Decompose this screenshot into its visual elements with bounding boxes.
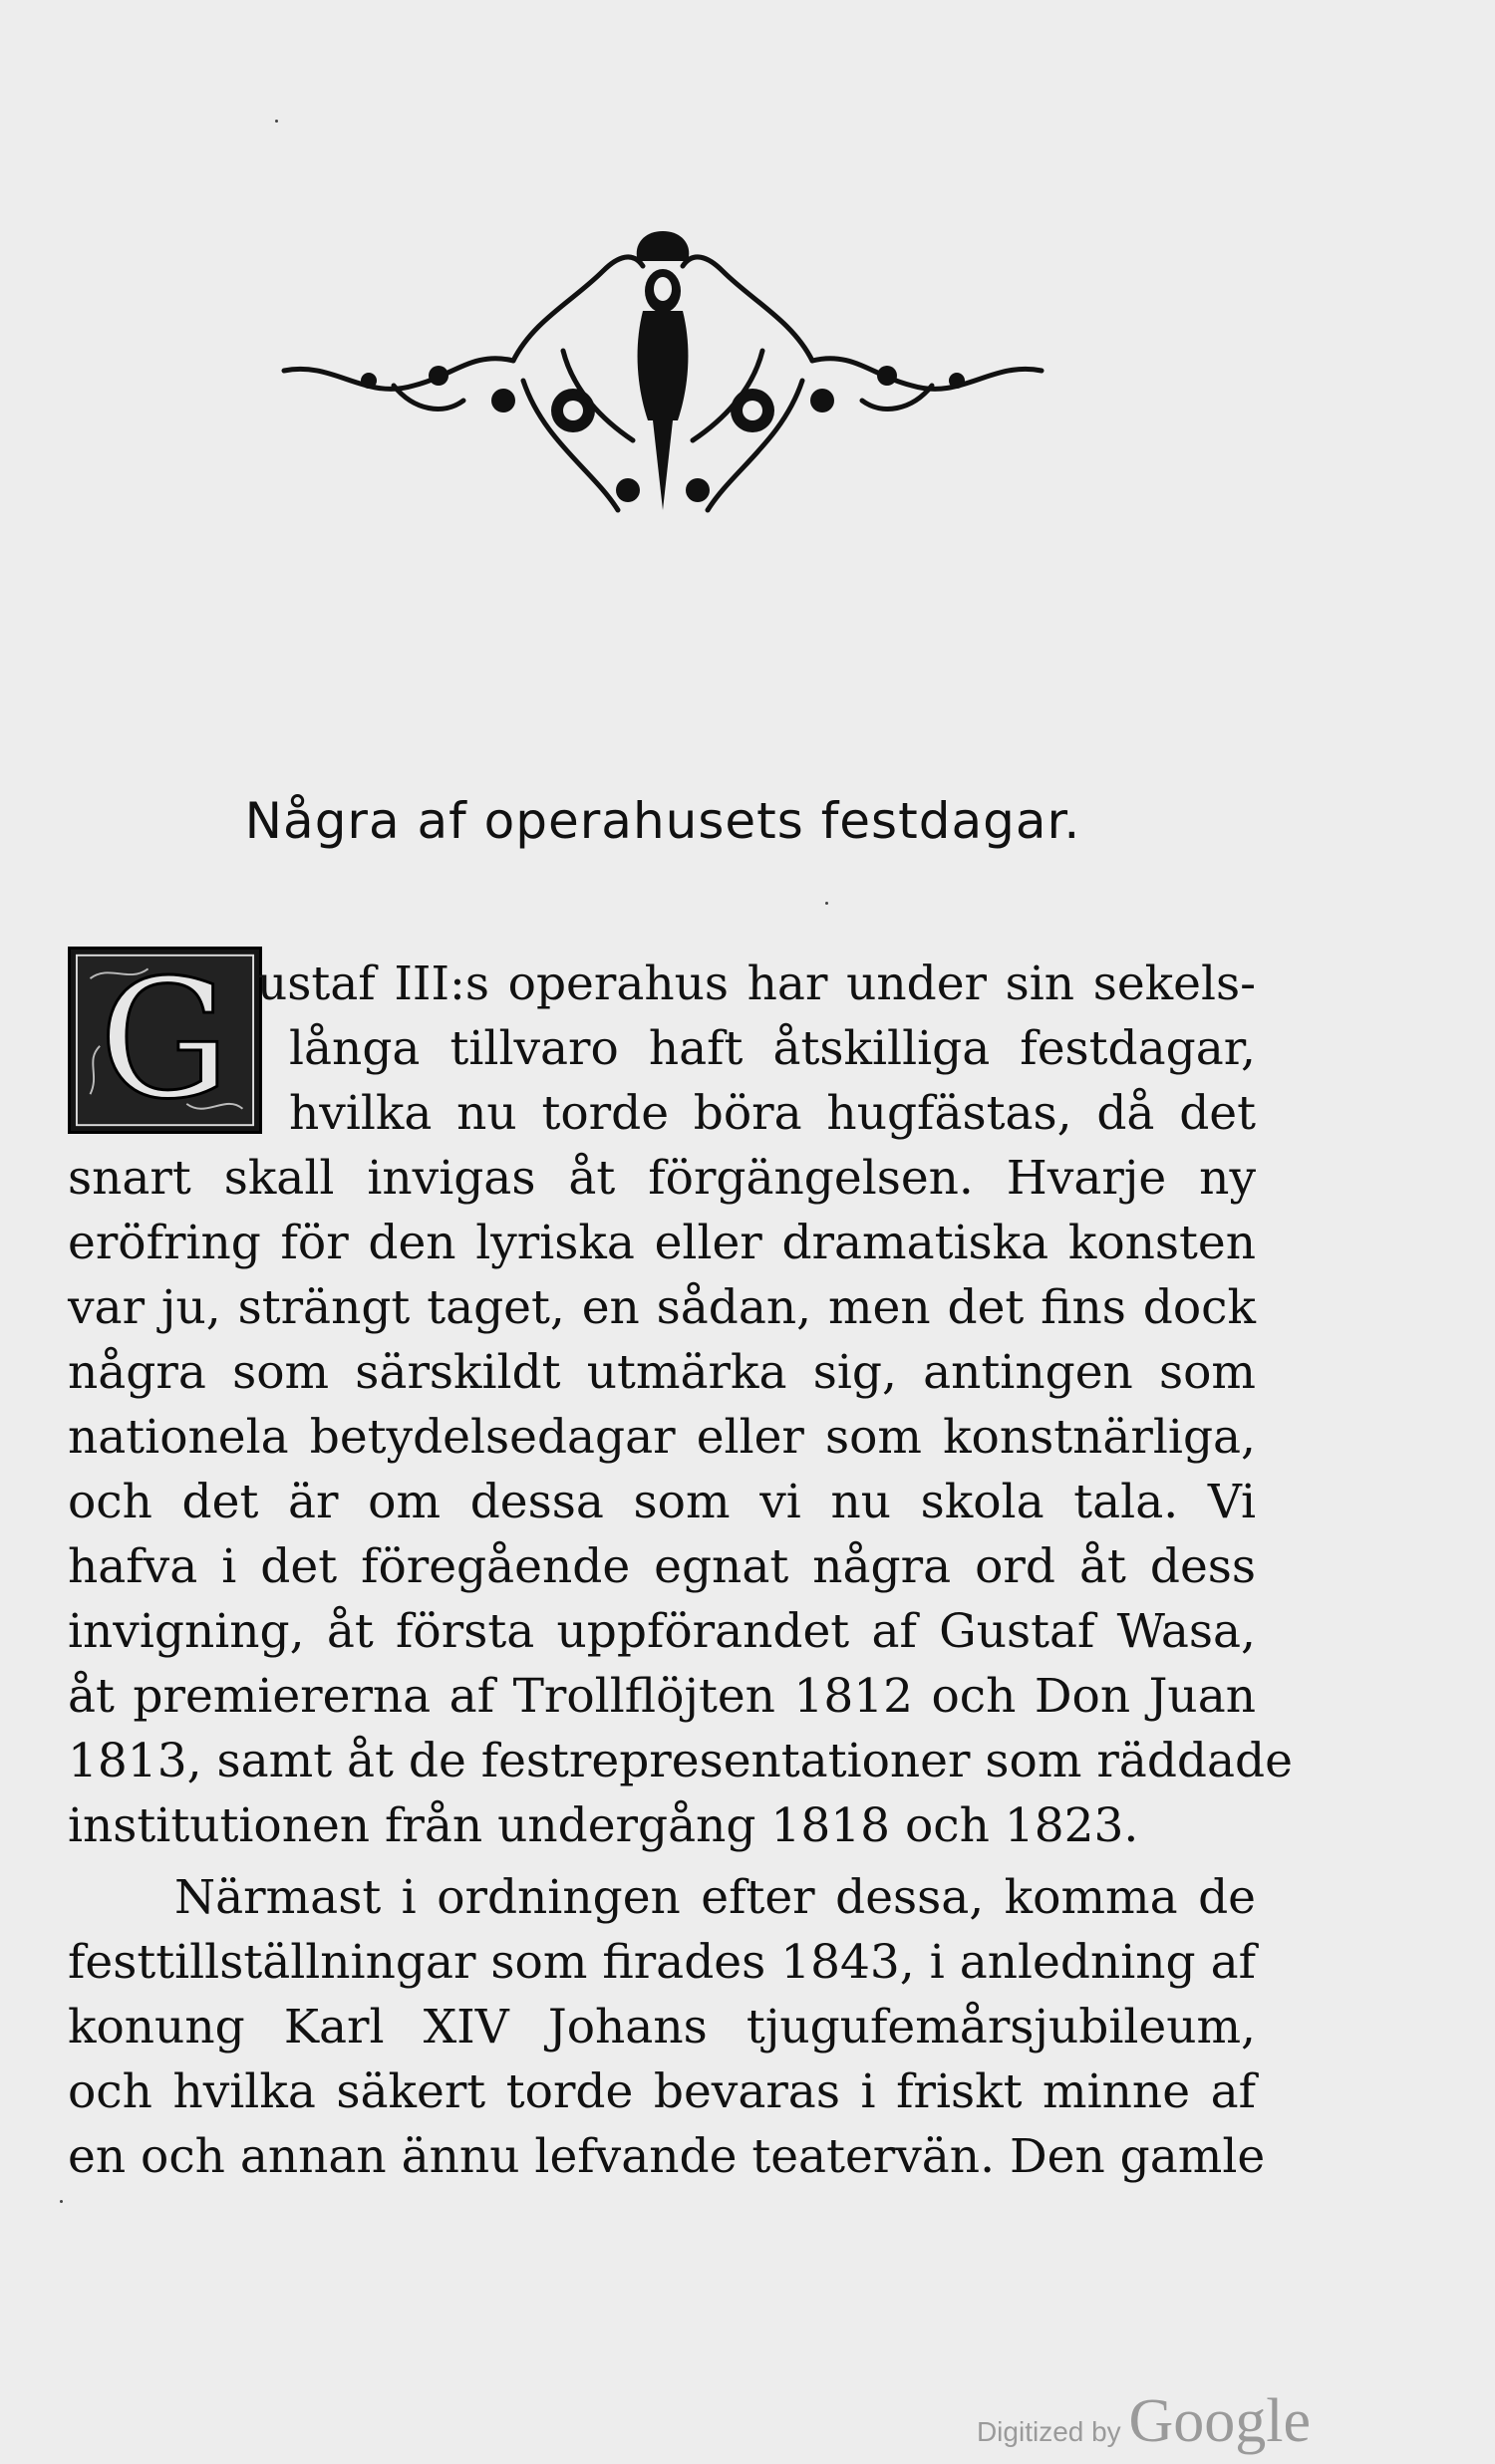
text-line: och hvilka säkert torde bevaras i friskt minne af xyxy=(68,2064,1256,2119)
text-line: nationela betydelsedagar eller som konstnärliga, xyxy=(68,1410,1256,1465)
dropcap-letter: G xyxy=(99,950,230,1131)
digitized-label: Digitized by xyxy=(976,2416,1121,2447)
stray-dot xyxy=(60,2200,63,2203)
text-line: festtillställningar som firades 1843, i anledning af xyxy=(68,1935,1256,1990)
text-line: hvilka nu torde böra hugfästas, då det xyxy=(289,1086,1256,1141)
text-line: hafva i det föregående egnat några ord åt dess xyxy=(68,1539,1256,1594)
google-logo: Google xyxy=(1128,2387,1311,2455)
text-line: eröfring för den lyriska eller dramatiska konsten xyxy=(68,1216,1256,1270)
text-line: konung Karl XIV Johans tjugufemårsjubileum, xyxy=(68,2000,1256,2054)
headpiece-ornament-icon xyxy=(274,211,1051,520)
dropcap-initial xyxy=(68,947,262,1134)
text-line: ustaf III:s operahus har under sin sekels- xyxy=(257,957,1256,1011)
text-line: snart skall invigas åt förgängelsen. Hvarje ny xyxy=(68,1151,1256,1206)
text-line: och det är om dessa som vi nu skola tala. Vi xyxy=(68,1475,1256,1529)
text-line: Närmast i ordningen efter dessa, komma de xyxy=(174,1870,1256,1925)
text-line: några som särskildt utmärka sig, antingen som xyxy=(68,1345,1256,1400)
text-line: institutionen från undergång 1818 och 1823. xyxy=(68,1798,1139,1853)
text-line: 1813, samt åt de festrepresentationer som räddade xyxy=(68,1734,1293,1788)
text-line: långa tillvaro haft åtskilliga festdagar, xyxy=(289,1021,1256,1076)
text-line: åt premiererna af Trollflöjten 1812 och Don Juan xyxy=(68,1669,1256,1724)
text-line: invigning, åt första uppförandet af Gustaf Wasa, xyxy=(68,1604,1256,1659)
stray-dot xyxy=(275,120,278,123)
text-line: var ju, strängt taget, en sådan, men det fins dock xyxy=(68,1280,1256,1335)
digitized-by-watermark xyxy=(977,2386,1311,2457)
chapter-title: Några af operahusets festdagar. xyxy=(244,792,1081,850)
text-line: en och annan ännu lefvande teatervän. Den gamle xyxy=(68,2129,1266,2184)
stray-dot xyxy=(825,902,828,905)
